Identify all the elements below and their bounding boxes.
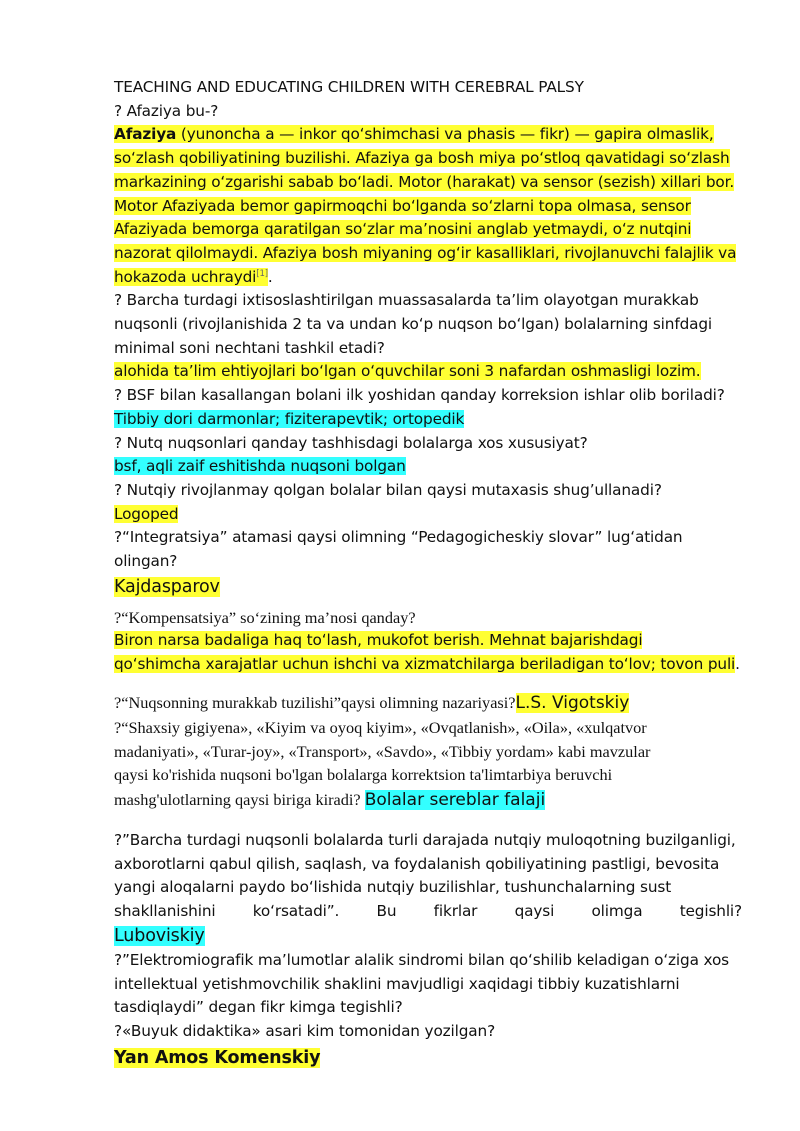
question-10: ?”Barcha turdagi nuqsonli bolalarda turli darajada nutqiy muloqotning buzilganligi, axborotlarni qabul qilish, saqlash, va foydalanish qobiliyatining pastligi, bevosita yangi aloqalarni paydo boʻlishida nutqiy buzilishlar, tushunchalarning sust shakllanishini koʻrsatadi”. Bu fikrlar qaysi olimga tegishli? <box>114 829 742 924</box>
question-8: ?“Nuqsonning murakkab tuzilishi”qaysi olimning nazariyasi? <box>114 692 516 712</box>
footnote-ref-link[interactable]: [1] <box>256 268 268 279</box>
question-10-last-line: shakllanishini koʻrsatadi”. Bu fikrlar qaysi olimga tegishli? <box>114 902 742 921</box>
answer-1-line: nazorat qilolmaydi. Afaziya bosh miyaning ogʻir kasalliklari, rivojlanuvchi falajlik va <box>114 243 737 262</box>
answer-3: Tibbiy dori darmonlar; fiziterapevtik; ortopedik <box>114 409 465 428</box>
answer-9: Bolalar sereblar falaji <box>364 789 546 810</box>
answer-1-line: Motor Afaziyada bemor gapirmoqchi boʻlganda soʻzlarni topa olmasa, sensor <box>114 196 691 215</box>
answer-10: Luboviskiy <box>114 925 205 946</box>
answer-1-line: hokazoda uchraydi <box>114 267 257 286</box>
answer-6: Kajdasparov <box>114 576 220 597</box>
answer-8: L.S. Vigotskiy <box>515 692 630 713</box>
answer-1-term: Afaziya <box>114 125 177 144</box>
answer-1-line: soʻzlash qobiliyatining buzilishi. Afaziya ga bosh miya poʻstloq qavatidagi soʻzlash <box>114 149 730 168</box>
question-1: ? Afaziya bu-? <box>114 101 219 120</box>
answer-5: Logoped <box>114 504 179 523</box>
answer-1-line: Afaziyada bemorga qaratilgan soʻzlar maʼnosini anglab yetmaydi, oʻz nutqini <box>114 220 692 239</box>
question-3: ? BSF bilan kasallangan bolani ilk yoshidan qanday korreksion ishlar olib boriladi? <box>114 386 725 405</box>
answer-1: Afaziya (yunoncha a — inkor qoʻshimchasi va phasis — fikr) — gapira olmaslik, soʻzlash qobiliyatining buzilishi. Afaziya ga bosh miya poʻstloq qavatidagi soʻzlash markazining oʻzgarishi sabab boʻladi. Motor (harakat) va sensor (sezish) xillari bor. Motor Afaziyada bemor gapirmoqchi boʻlganda soʻzlarni topa olmasa, sensor Afaziyada bemorga qaratilgan soʻzlar maʼnosini anglab yetmaydi, oʻz nutqini nazorat qilolmaydi. Afaziya bosh miyaning ogʻir kasalliklari, rivojlanuvchi falajlik va hokazoda uchraydi[1]. <box>114 125 737 286</box>
document-title: TEACHING AND EDUCATING CHILDREN WITH CEREBRAL PALSY <box>114 78 584 96</box>
answer-12: Yan Amos Komenskiy <box>114 1047 321 1068</box>
question-4: ? Nutq nuqsonlari qanday tashhisdagi bolalarga xos xususiyat? <box>114 433 588 452</box>
question-11: ?”Elektromiografik maʼlumotlar alalik sindromi bilan qoʻshilib keladigan oʻziga xos intellektual yetishmovchilik shaklini mavjudligi xaqidagi tibbiy kuzatishlarni tasdiqlaydi” degan fikr kimga tegishli? <box>114 950 729 1017</box>
answer-2: alohida taʼlim ehtiyojlari boʻlgan oʻquvchilar soni 3 nafardan oshmasligi lozim. <box>114 362 701 381</box>
question-7: ?“Kompensatsiya” soʻzining maʼnosi qanday? <box>114 607 416 627</box>
question-2: ? Barcha turdagi ixtisoslashtirilgan muassasalarda taʼlim olayotgan murakkab nuqsonli (rivojlanishida 2 ta va undan koʻp nuqson boʻlgan) bolalarning sinfdagi minimal soni nechtani tashkil etadi? <box>114 291 713 357</box>
answer-4: bsf, aqli zaif eshitishda nuqsoni bolgan <box>114 457 406 476</box>
question-5: ? Nutqiy rivojlanmay qolgan bolalar bilan qaysi mutaxasis shugʼullanadi? <box>114 480 662 499</box>
answer-1-line: markazining oʻzgarishi sabab boʻladi. Motor (harakat) va sensor (sezish) xillari bor. <box>114 172 735 191</box>
question-12: ?«Buyuk didaktika» asari kim tomonidan yozilgan? <box>114 1021 496 1040</box>
question-6: ?“Integratsiya” atamasi qaysi olimning “Pedagogicheskiy slovar” lugʻatidan olingan? <box>114 528 683 571</box>
question-9: ?“Shaxsiy gigiyena», «Kiyim va oyoq kiyim», «Ovqatlanish», «Oila», «xulqatvor madaniyati», «Turar-joy», «Transport», «Savdo», «Tibbiy yordam» kabi mavzular qaysi ko'rishida nuqsoni bo'lgan bolalarga korrektsion ta'limtarbiya beruvchi mashg'ulotlarning qaysi biriga kiradi? Bolalar sereblar falaji <box>114 717 651 810</box>
answer-7: Biron narsa badaliga haq toʻlash, mukofot berish. Mehnat bajarishdagi qoʻshimcha xarajatlar uchun ishchi va xizmatchilarga beriladigan toʻlov; tovon puli. <box>114 631 740 674</box>
answer-1-line: (yunoncha a — inkor qoʻshimchasi va phasis — fikr) — gapira olmaslik, <box>176 125 714 144</box>
